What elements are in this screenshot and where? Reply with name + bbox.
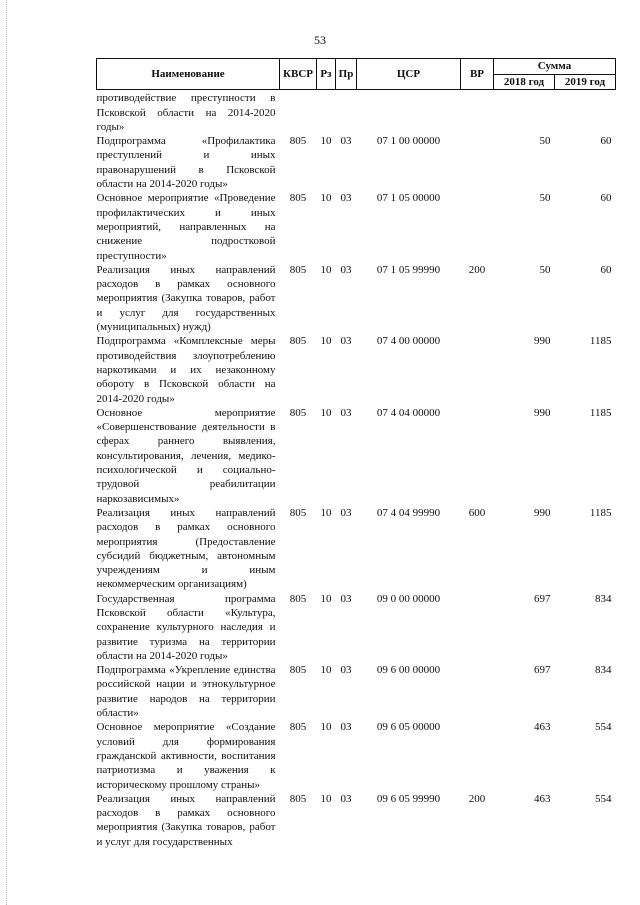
row-name: Реализация иных направлений расходов в рамках основного мероприятия (Предоставление субсидий бюджетным, автономным учреждениям и иным некоммерческим организациям) [96,506,276,591]
row-csr: 07 4 04 00000 [376,406,441,419]
row-sum-2018: 990 [534,506,551,519]
row-pr: 03 [340,406,352,419]
header-vr: ВР [461,59,494,90]
row-vr [461,720,494,791]
row-rz: 10 [320,192,332,205]
row-rz: 10 [320,721,332,734]
row-csr: 07 1 00 00000 [376,135,441,148]
row-kvsr: 805 [289,406,307,419]
table-row [97,263,616,334]
row-vr: 200 [468,792,486,805]
row-sum-2018: 50 [539,263,551,276]
row-sum-2019: 554 [595,792,612,805]
row-pr: 03 [340,592,352,605]
row-kvsr: 805 [289,335,307,348]
row-pr: 03 [340,335,352,348]
row-pr: 03 [340,192,352,205]
row-sum-2019: 60 [600,263,612,276]
row-sum-2018: 463 [534,792,551,805]
row-sum-2018: 697 [534,664,551,677]
row-pr: 03 [340,664,352,677]
table-row [97,334,616,405]
row-kvsr [280,90,317,134]
header-pr: Пр [336,59,357,90]
row-vr [461,191,494,262]
header-2018: 2018 год [494,75,555,90]
row-csr: 09 0 00 00000 [376,592,441,605]
header-csr: ЦСР [357,59,461,90]
row-csr: 07 1 05 99990 [376,263,441,276]
budget-table [96,58,616,849]
table-row [97,406,616,506]
row-kvsr: 805 [289,192,307,205]
table-row [97,720,616,791]
row-sum-2018: 697 [534,592,551,605]
row-csr: 07 4 00 00000 [376,335,441,348]
row-pr: 03 [340,721,352,734]
header-kvsr: КВСР [280,59,317,90]
row-vr [461,663,494,720]
scan-margin-line [6,0,8,905]
row-csr [357,90,461,134]
table-row [97,506,616,592]
row-kvsr: 805 [289,592,307,605]
row-name: Реализация иных направлений расходов в рамках основного мероприятия (Закупка товаров, работ и услуг для государственных (муниципальных) нужд) [96,263,276,334]
row-csr: 07 1 05 00000 [376,192,441,205]
row-csr: 09 6 05 00000 [376,721,441,734]
header-2019: 2019 год [555,75,616,90]
row-name: Подпрограмма «Укрепление единства российской нации и этнокультурное развитие народов на территории области» [96,664,276,720]
row-csr: 09 6 00 00000 [376,664,441,677]
row-kvsr: 805 [289,506,307,519]
row-kvsr: 805 [289,135,307,148]
row-rz: 10 [320,506,332,519]
row-vr: 200 [468,263,486,276]
row-name: Реализация иных направлений расходов в рамках основного мероприятия (Закупка товаров, работ и услуг для государственных [96,792,276,848]
row-rz: 10 [320,406,332,419]
row-vr: 600 [468,506,486,519]
row-sum-2019: 834 [595,592,612,605]
row-rz: 10 [320,792,332,805]
row-name: Основное мероприятие «Создание условий для формирования гражданской активности, воспитания патриотизма и уважения к историческому прошлому страны» [96,721,276,791]
table-row [97,134,616,191]
row-rz: 10 [320,592,332,605]
row-kvsr: 805 [289,664,307,677]
row-sum-2018: 50 [539,192,551,205]
row-pr: 03 [340,506,352,519]
row-sum-2019: 1185 [589,506,612,519]
row-kvsr: 805 [289,792,307,805]
row-rz: 10 [320,263,332,276]
row-vr [461,334,494,405]
row-kvsr: 805 [289,721,307,734]
row-sum-2018: 990 [534,406,551,419]
row-sum-2019: 60 [600,135,612,148]
row-pr: 03 [340,135,352,148]
row-name: противодействие преступности в Псковской области на 2014-2020 годы» [96,92,276,133]
row-sum-2019: 834 [595,664,612,677]
row-sum-2019: 554 [595,721,612,734]
row-vr [461,406,494,506]
row-sum-2018 [494,90,555,134]
row-sum-2018: 50 [539,135,551,148]
table-row [97,592,616,663]
row-name: Подпрограмма «Профилактика преступлений и иных правонарушений в Псковской области на 2014-2020 годы» [96,135,276,191]
row-rz: 10 [320,135,332,148]
table-row [97,663,616,720]
table-header [97,59,616,90]
row-pr: 03 [340,263,352,276]
row-rz: 10 [320,335,332,348]
page-number: 53 [314,33,326,47]
table-body [97,90,616,849]
table-row [97,90,616,134]
row-kvsr: 805 [289,263,307,276]
row-csr: 07 4 04 99990 [376,506,441,519]
row-vr [461,90,494,134]
row-sum-2019: 60 [600,192,612,205]
row-sum-2018: 463 [534,721,551,734]
row-csr: 09 6 05 99990 [376,792,441,805]
row-sum-2019: 1185 [589,406,612,419]
row-rz [317,90,336,134]
row-name: Государственная программа Псковской области «Культура, сохранение культурного наследия и развитие туризма на территории области на 2014-2020 годы» [96,592,276,662]
row-sum-2019: 1185 [589,335,612,348]
row-name: Подпрограмма «Комплексные меры противодействия злоупотреблению наркотиками и их незаконному обороту в Псковской области на 2014-2020 годы» [96,335,276,405]
row-pr [336,90,357,134]
row-name: Основное мероприятие «Проведение профилактических и иных мероприятий, направленных на снижение подростковой преступности» [96,192,276,262]
row-name: Основное мероприятие «Совершенствование деятельности в сферах раннего выявления, консультирования, лечения, медико-психологической и социально-трудовой реабилитации наркозависимых» [96,406,276,505]
row-sum-2018: 990 [534,335,551,348]
row-pr: 03 [340,792,352,805]
header-sum: Сумма [494,59,616,75]
header-rz: Рз [317,59,336,90]
table-row [97,792,616,849]
row-vr [461,134,494,191]
row-sum-2019 [555,90,616,134]
row-rz: 10 [320,664,332,677]
row-vr [461,592,494,663]
header-name: Наименование [97,59,280,90]
table-row [97,191,616,262]
